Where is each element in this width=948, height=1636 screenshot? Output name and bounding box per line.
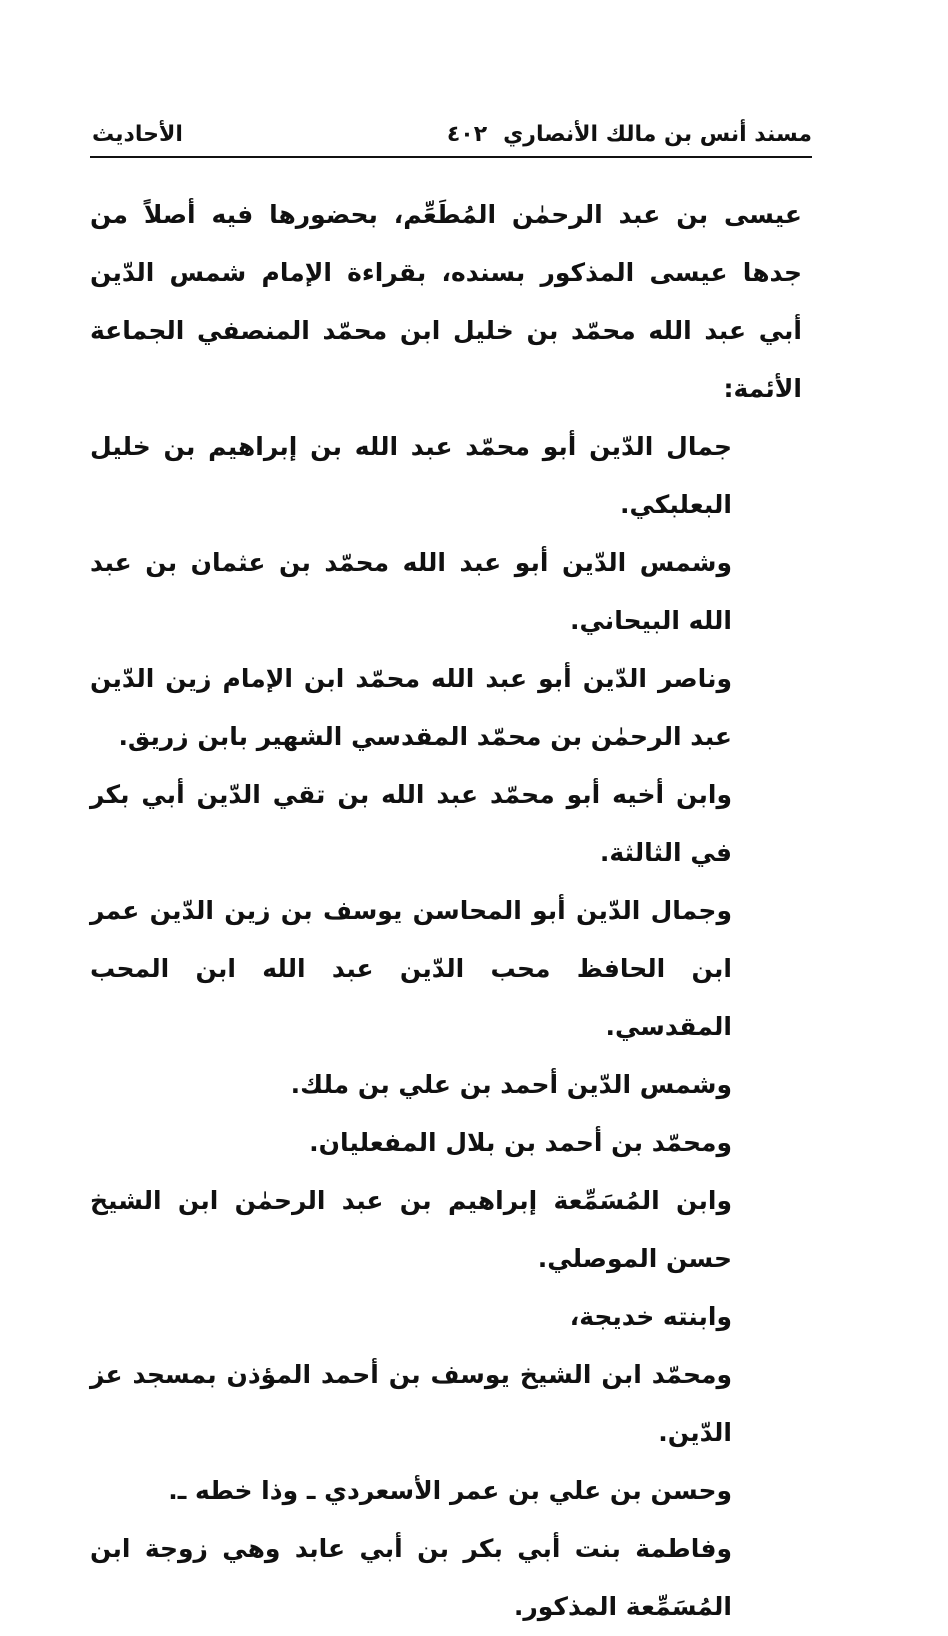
paragraph: عيسى بن عبد الرحمٰن المُطَعِّم، بحضورها فيه أصلاً من جدها عيسى المذكور بسنده، بقراءة الإمام شمس الدّين أبي عبد الله محمّد بن خليل ابن محمّد المنصفي الجماعة الأئمة: <box>90 200 802 403</box>
header-rule <box>90 156 812 158</box>
paragraph: وجمال الدّين أبو المحاسن يوسف بن زين الدّين عمر ابن الحافظ محب الدّين عبد الله ابن المحب المقدسي. <box>90 896 732 1041</box>
paragraph: وابنته خديجة، <box>569 1302 732 1331</box>
book-title: مسند أنس بن مالك الأنصاري <box>503 122 812 147</box>
paragraph: وشمس الدّين أحمد بن علي بن ملك. <box>290 1070 732 1099</box>
paragraph: ومحمّد بن أحمد بن بلال المفعليان. <box>309 1128 732 1157</box>
page-header <box>92 118 812 154</box>
paragraph: وفاطمة بنت أبي بكر بن أبي عابد وهي زوجة ابن المُسَمِّعة المذكور. <box>90 1534 732 1621</box>
paragraph: جمال الدّين أبو محمّد عبد الله بن إبراهيم بن خليل البعلبكي. <box>90 432 732 519</box>
paragraph: وابن المُسَمِّعة إبراهيم بن عبد الرحمٰن ابن الشيخ حسن الموصلي. <box>90 1186 732 1273</box>
paragraph: وحسن بن علي بن عمر الأسعردي ـ وذا خطه ـ. <box>168 1476 732 1505</box>
paragraph: وابن أخيه أبو محمّد عبد الله بن تقي الدّين أبي بكر في الثالثة. <box>90 780 732 867</box>
section-title: الأحاديث <box>92 122 183 147</box>
paragraph: وشمس الدّين أبو عبد الله محمّد بن عثمان بن عبد الله البيحاني. <box>90 548 732 635</box>
paragraph: وناصر الدّين أبو عبد الله محمّد ابن الإمام زين الدّين عبد الرحمٰن بن محمّد المقدسي الشهير بابن زريق. <box>90 664 732 751</box>
paragraph: ومحمّد ابن الشيخ يوسف بن أحمد المؤذن بمسجد عز الدّين. <box>90 1360 732 1447</box>
page-number: ٤٠٢ <box>446 122 488 147</box>
page-body <box>90 186 802 1636</box>
